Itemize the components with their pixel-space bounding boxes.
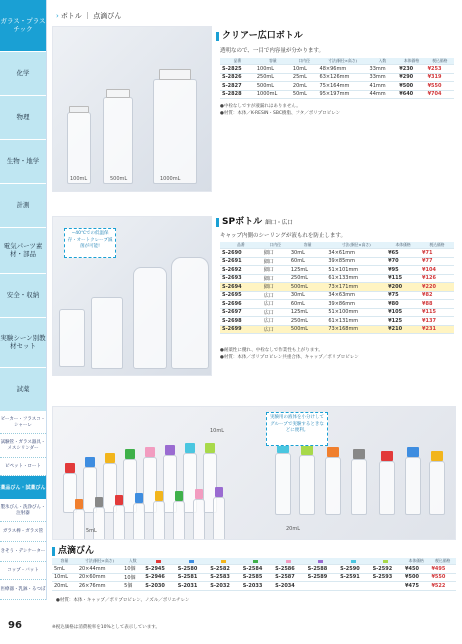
col-header: 口内径 [291,58,318,65]
table-cell: ¥210 [386,325,420,334]
table-cell: 250mL [289,274,326,283]
table-cell: 73×171mm [326,283,386,292]
bottle-small [59,309,85,367]
bottle-1000ml [153,79,197,184]
table-cell: S-2582 [208,565,240,574]
col-header: 本体価格 [397,58,425,65]
table-cell: ¥88 [420,300,454,309]
bottle-cap [205,443,215,453]
sidebar-item-label: 電気パーツ素材・部品 [3,241,43,258]
drip-bottle-table [52,558,456,591]
table-cell: S-2694 [220,283,262,292]
sidebar-item-label: 安全・収納 [6,290,40,299]
table-cell: S-2699 [220,325,262,334]
table-cell: S-2695 [220,291,262,300]
table-cell: S-2584 [241,565,273,574]
color-swatch [156,560,161,563]
sidebar-item-safety[interactable] [0,274,46,318]
table-cell: S-2591 [338,573,370,582]
bottle-cap [106,89,130,98]
table-cell: 5個 [122,582,143,591]
table-cell: 細口 [262,249,289,258]
table-cell: 51×101mm [326,266,386,275]
table-cell: 30mL [289,249,326,258]
table-row [220,274,454,283]
sidebar-item-label: 物理 [16,112,30,121]
col-header: 容量 [52,558,77,565]
color-swatch [351,560,356,563]
drip-bottle [405,457,421,515]
table-cell: 44mm [368,90,398,99]
table-cell: 33mm [368,73,398,82]
section-title-sub: 細口・広口 [265,220,293,226]
bottle-100ml [67,112,91,184]
color-swatch [253,560,258,563]
table-cell: S-2030 [143,582,175,591]
feature-callout: −40℃での低温保存・オートクレーブ滅菌が可能! [64,228,116,258]
table-row [220,308,454,317]
table-cell: 細口 [262,283,289,292]
table-row [220,325,454,334]
table-cell: ¥290 [397,73,425,82]
table-cell: 25mL [291,73,318,82]
sidebar-subitem-testtube[interactable] [0,434,46,458]
col-header: 入数 [368,58,398,65]
col-header: 本体価格 [403,558,429,565]
table-cell: 10mL [291,65,318,74]
table-cell: 48×96mm [318,65,368,74]
table-cell: S-2696 [220,300,262,309]
bottle-cap [145,447,155,457]
bottle-cap [327,447,339,457]
bottle-cap [155,491,163,501]
bottle-cap [301,445,313,455]
sidebar-item-label: 実験シーン別教材セット [0,333,46,350]
bottle-cap [135,493,143,503]
sidebar-subitem-label: ガラス棒・ガラス管 [2,528,44,534]
notes [56,598,189,605]
chevron-right-icon: › [56,12,59,20]
table-cell: S-2031 [176,582,208,591]
table-row [220,266,454,275]
table-cell: ¥105 [386,308,420,317]
drip-bottle [93,507,105,540]
table-cell: S-2588 [306,565,338,574]
sidebar-item-biology[interactable] [0,140,46,184]
sidebar-subitem-mortar[interactable] [0,580,46,600]
photo-label: 5mL [86,528,97,534]
table-cell: 95×197mm [318,90,368,99]
color-swatch [286,560,291,563]
table-row [220,257,454,266]
note-line: ●材質：本体・キャップ／ポリプロピレン、ノズル／ポリエチレン [56,598,190,603]
table-cell: 10個 [122,573,143,582]
photo-label: 500mL [110,176,128,182]
table-cell: ¥450 [403,565,429,574]
clear-bottle-table [220,58,454,99]
table-row [220,73,454,82]
table-cell: 10mL [52,573,77,582]
sidebar-subitem-label: 薬品びん・試薬びん [0,484,46,491]
table-cell: ¥71 [420,249,454,258]
table-cell: ¥500 [403,573,429,582]
sidebar-item-measurement[interactable] [0,184,46,228]
section-title-drip-bottle [52,547,94,556]
bottle-cap [85,457,95,467]
table-row [52,565,456,574]
table-cell: S-2587 [273,573,305,582]
sidebar-item-label: 化学 [16,68,30,77]
table-cell: S-2692 [220,266,262,275]
drip-bottle [73,509,85,540]
table-cell: 41mm [368,82,398,91]
table-cell: 63×126mm [318,73,368,82]
bottle-cap [159,69,191,80]
table-cell: 73×168mm [326,325,386,334]
section-title-sp-bottle [216,218,293,227]
table-row [220,300,454,309]
sidebar-item-label: 生物・地学 [6,156,40,165]
table-cell: S-2690 [220,249,262,258]
note-line: ●中栓なしですが液漏れはありません。 [220,104,301,109]
sidebar-subitem-label: きそう・デシケーター [0,548,46,554]
table-cell: 250mL [289,317,326,326]
color-swatch [189,560,194,563]
bottle-large [171,257,209,369]
table-cell: S-2580 [176,565,208,574]
table-cell: 広口 [262,325,289,334]
drip-bottle [299,455,315,515]
color-swatch [318,560,323,563]
table-cell: S-2946 [143,573,175,582]
section-title-text: クリアー広口ボトル [222,31,303,41]
bottle-cap [75,499,83,509]
table-cell: 20×60mm [77,573,122,582]
bottle-cap [115,495,123,505]
col-header: 寸法(胴径×高さ) [326,242,386,249]
table-cell: S-2693 [220,274,262,283]
table-cell: ¥70 [386,257,420,266]
table-cell: 39×86mm [326,300,386,309]
section-desc: キャップ内側のシーリングが液もれを防止します。 [220,233,346,239]
drip-bottle [153,501,165,540]
table-cell: S-2583 [208,573,240,582]
drip-bottle [213,497,225,540]
notes [220,348,359,362]
table-cell: ¥126 [420,274,454,283]
table-cell: 100mL [255,65,291,74]
table-cell: ¥137 [420,317,454,326]
drip-bottle [133,503,145,540]
table-cell: ¥125 [386,317,420,326]
drip-bottle [429,461,445,515]
bottle-medium [91,297,123,369]
notes [220,104,340,118]
photo-label: 100mL [70,176,88,182]
table-cell: 20mL [52,582,77,591]
table-cell: ¥319 [426,73,454,82]
table-cell: ¥80 [386,300,420,309]
table-cell: 61×133mm [326,274,386,283]
sidebar-subitem-label: 医療器・乳鉢・るつぼ [0,586,46,592]
table-cell: S-2697 [220,308,262,317]
table-cell: ¥200 [386,283,420,292]
table-cell: ¥77 [420,257,454,266]
clear-bottle-photo [52,26,212,192]
bottle-cap [431,451,443,461]
table-cell: S-2593 [371,573,403,582]
table-cell: 50mL [291,90,318,99]
bottle-cap [215,487,223,497]
table-cell: 500mL [289,283,326,292]
table-cell: 20mL [291,82,318,91]
table-cell: S-2945 [143,565,175,574]
bottle-500ml [103,97,133,184]
table-cell: ¥550 [429,573,456,582]
sidebar-subitem-label: ビーカー・フラスコ・シャーレ [0,417,46,428]
table-cell: 34×63mm [326,291,386,300]
table-cell: ¥82 [420,291,454,300]
photo-label: 10mL [210,428,225,434]
table-cell: ¥500 [397,82,425,91]
table-cell: 250mL [255,73,291,82]
col-header: 税込価格 [429,558,456,565]
table-cell: ¥75 [386,291,420,300]
table-cell: 20×44mm [77,565,122,574]
table-cell: S-2592 [371,565,403,574]
drip-bottle [275,453,291,515]
col-header: 口内径 [262,242,289,249]
table-row [52,573,456,582]
sidebar-item-glass[interactable] [0,0,46,52]
table-cell: S-2826 [220,73,255,82]
col-header: 品番 [220,58,255,65]
table-cell: ¥230 [397,65,425,74]
table-cell: 5mL [52,565,77,574]
table-cell: ¥253 [426,65,454,74]
table-cell: 34×61mm [326,249,386,258]
table-cell [306,582,338,591]
table-cell: ¥704 [426,90,454,99]
drip-bottle [379,461,395,515]
col-header: 税込価格 [420,242,454,249]
bottle-cap [165,445,175,455]
sidebar-subitem-washbottle[interactable] [0,500,46,522]
table-cell: 広口 [262,308,289,317]
table-cell: S-2032 [208,582,240,591]
table-cell: 500mL [255,82,291,91]
table-cell: S-2581 [176,573,208,582]
bottle-cap [69,106,89,113]
table-cell: ¥220 [420,283,454,292]
table-cell: S-2590 [338,565,370,574]
table-row [220,249,454,258]
col-header: 寸法(胴径×高さ) [318,58,368,65]
table-cell: 26×76mm [77,582,122,591]
bottle-cap [175,491,183,501]
table-cell: ¥475 [403,582,429,591]
note-line: ●耐薬性に優れ、中栓なしで作業性も上がります。 [220,348,323,353]
bottle-cap [407,447,419,457]
drip-bottle [173,501,185,540]
table-cell: 51×100mm [326,308,386,317]
sidebar-item-chemistry[interactable] [0,52,46,96]
note-line: ●材質：本体／K-RESIN・SBC樹脂、フタ／ポリプロピレン [220,110,341,116]
table-cell: 30mL [289,291,326,300]
table-row [220,90,454,99]
sidebar-item-physics[interactable] [0,96,46,140]
drip-bottle [193,499,205,540]
table-cell: ¥65 [386,249,420,258]
footnote: ※税込価格は消費税率を10%として表示しています。 [52,625,160,630]
col-header: 寸法(胴径×高さ) [77,558,122,565]
table-cell: ¥495 [429,565,456,574]
table-cell: ¥640 [397,90,425,99]
table-cell: S-2827 [220,82,255,91]
table-cell: 広口 [262,317,289,326]
drip-bottle [351,459,367,515]
bottle-cap [185,443,195,453]
table-row [220,65,454,74]
bottle-cap [125,449,135,459]
bottle-narrow [133,267,167,369]
table-cell: 500mL [289,325,326,334]
bottle-cap [353,449,365,459]
sidebar-divider [46,0,47,600]
color-swatch [221,560,226,563]
table-row [52,582,456,591]
breadcrumb-text: ボトル ｜ 点滴びん [60,12,122,20]
col-header: 品番 [220,242,262,249]
table-cell: ¥115 [420,308,454,317]
table-cell: 61×131mm [326,317,386,326]
sidebar-item-kits[interactable] [0,318,46,368]
page-number: 96 [8,620,22,631]
bottle-cap [381,451,393,461]
bottle-cap [105,453,115,463]
note-line: ●材質：本体／ポリプロピレン共重合体、キャップ／ポリプロピレン [220,354,359,360]
sidebar-subitem-label: 製氷びん・洗浄びん・注射器 [0,505,46,516]
breadcrumb [56,11,121,21]
table-row [220,82,454,91]
sidebar-item-label: ガラス・プラスチック [0,16,46,33]
table-cell: S-2033 [241,582,273,591]
table-cell: 125mL [289,266,326,275]
sidebar-subitem-label: ピペット・ロート [5,463,41,469]
sidebar-subitem-bottles[interactable] [0,476,46,500]
col-header: 容量 [289,242,326,249]
table-cell: S-2698 [220,317,262,326]
table-row [220,283,454,292]
photo-label: 1000mL [160,176,181,182]
table-cell: 33mm [368,65,398,74]
col-header: 税込価格 [426,58,454,65]
sidebar-subitem-glassrod[interactable] [0,522,46,542]
feature-callout: 実験用の液体を小分けしてグループで実験するときなどに便利。 [266,412,328,446]
category-sidebar [0,0,46,600]
table-cell: S-2034 [273,582,305,591]
color-swatch [383,560,388,563]
table-cell: ¥550 [426,82,454,91]
section-title-clear-bottle [216,32,303,41]
table-cell: 細口 [262,266,289,275]
col-header: 入数 [122,558,143,565]
drip-bottle [113,505,125,540]
table-cell: ¥95 [386,266,420,275]
table-cell: 広口 [262,291,289,300]
table-cell: S-2586 [273,565,305,574]
sidebar-item-label: 計測 [16,200,30,209]
sidebar-subitem-cup[interactable] [0,562,46,580]
sidebar-subitem-pipette[interactable] [0,458,46,476]
bottle-cap [195,489,203,499]
sidebar-item-label: 試薬 [16,384,30,393]
bottle-cap [95,497,103,507]
table-cell: 60mL [289,300,326,309]
photo-label: 20mL [286,526,301,532]
table-cell: ¥104 [420,266,454,275]
table-cell: 60mL [289,257,326,266]
section-title-text: 点滴びん [58,546,95,556]
col-header: 本体価格 [386,242,420,249]
sidebar-subitem-beaker[interactable] [0,412,46,434]
sidebar-item-reagent[interactable] [0,368,46,412]
table-row [220,291,454,300]
drip-bottle [325,457,341,515]
table-cell: ¥115 [386,274,420,283]
table-cell: 75×164mm [318,82,368,91]
table-cell: S-2585 [241,573,273,582]
sidebar-subitem-label: 試験管・ガラス器具・メスシリンダー [0,440,46,451]
table-cell: 125mL [289,308,326,317]
table-cell: 細口 [262,257,289,266]
bottle-cap [65,463,75,473]
table-cell: 広口 [262,300,289,309]
drip-bottle-photo [52,406,456,540]
table-row [220,317,454,326]
table-cell [371,582,403,591]
table-cell: 1000mL [255,90,291,99]
table-cell: S-2825 [220,65,255,74]
section-title-text: SPボトル [222,217,263,227]
sidebar-subitem-desiccator[interactable] [0,542,46,562]
sidebar-item-electric-parts[interactable] [0,228,46,274]
table-cell: 細口 [262,274,289,283]
col-header: 容量 [255,58,291,65]
table-cell: 10個 [122,565,143,574]
sidebar-subitem-label: コップ・バット [7,567,39,573]
table-cell: 39×85mm [326,257,386,266]
sp-bottle-table [220,242,454,334]
table-cell: S-2589 [306,573,338,582]
table-cell: S-2691 [220,257,262,266]
table-cell: ¥522 [429,582,456,591]
table-cell: S-2828 [220,90,255,99]
table-cell [338,582,370,591]
table-cell: ¥231 [420,325,454,334]
section-desc: 透明なので、一目で内容量が分かります。 [220,48,324,54]
